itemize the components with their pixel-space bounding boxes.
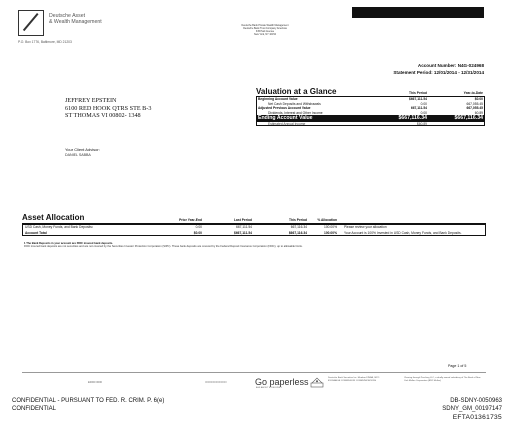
allocation-col-prior: Prior Year-End bbox=[179, 218, 202, 222]
footer-sec-text: Deutsche Bank Securities Inc. Member FINRA, SIPC. EXCHANGE COMMISSION COMMUNICATIONS bbox=[328, 377, 380, 382]
footer-rule bbox=[22, 372, 486, 373]
valuation-row-period: 0.00 bbox=[420, 101, 427, 106]
redaction-bar bbox=[352, 7, 484, 18]
footer-code: E0000 0000 bbox=[88, 381, 102, 384]
brand-name-line2: & Wealth Management bbox=[49, 19, 102, 25]
allocation-col-this: This Period bbox=[289, 218, 307, 222]
valuation-row-period: $667,111.54 bbox=[409, 97, 427, 101]
go-paperless-logo: Go paperless bbox=[255, 377, 309, 387]
valuation-row-period: 0.00 bbox=[420, 110, 427, 115]
return-address-line: 345 Park Avenue bbox=[255, 30, 275, 33]
allocation-row-this: 667,116.34 bbox=[290, 225, 307, 229]
client-address bbox=[65, 97, 151, 120]
brand-name-line1: Deutsche Asset bbox=[49, 13, 86, 19]
allocation-row-last: 667,111.54 bbox=[235, 225, 252, 229]
valuation-row-label: Dividends, Interest and Other Income bbox=[268, 110, 323, 115]
valuation-row-ytd: $0.00 bbox=[474, 97, 483, 101]
valuation-col-period: This Period bbox=[409, 91, 427, 95]
valuation-row-label: Adjusted Previous Account Value bbox=[258, 106, 311, 110]
advisor-name: DANIEL SABBA bbox=[65, 153, 91, 157]
allocation-title: Asset Allocation bbox=[22, 213, 85, 222]
allocation-row-name: USD Cash, Money Funds, and Bank Deposits¹ bbox=[25, 225, 93, 229]
valuation-estimated-label: Estimated Annual Income bbox=[268, 122, 306, 126]
go-paperless-subtitle: ASK ABOUT E-DELIVERY bbox=[256, 387, 282, 389]
valuation-estimated-row bbox=[256, 122, 485, 126]
allocation-col-last: Last Period bbox=[234, 218, 252, 222]
client-city: ST THOMAS VI 00802- 1348 bbox=[65, 112, 141, 120]
allocation-total-note: Your Account is 100% Invested in USD Cash, Money Funds, and Bank Deposits. bbox=[344, 230, 462, 235]
statement-period: Statement Period: 12/01/2014 - 12/31/2014 bbox=[393, 70, 484, 75]
valuation-ending-ytd: $667,116.34 bbox=[454, 115, 483, 121]
brand-name bbox=[49, 13, 102, 25]
return-address-line: Deutsche Bank Trust Company Americas bbox=[243, 27, 287, 30]
valuation-row-ytd: 667,055.45 bbox=[466, 101, 483, 106]
allocation-total-pct: 100.00% bbox=[323, 230, 337, 235]
valuation-ending-period: $667,116.34 bbox=[398, 115, 427, 121]
valuation-ending-row bbox=[256, 115, 485, 122]
allocation-total-this: $667,116.34 bbox=[288, 230, 307, 235]
allocation-total-name: Account Total bbox=[25, 230, 47, 235]
return-address-line: Deutsche Bank Private Wealth Management bbox=[241, 24, 289, 27]
footer-clearing-text: Clearing through Pershing LLC, a wholly owned subsidiary of The Bank of New York Mellon Corporation (BNY Mellon) bbox=[404, 377, 481, 382]
valuation-estimated-period: $60.89 bbox=[416, 122, 427, 126]
valuation-row-ytd: 60.89 bbox=[474, 110, 483, 115]
valuation-col-ytd: Year-to-Date bbox=[463, 91, 483, 95]
allocation-footnote-title: 1 The Bank Deposits in your account are FDIC insured bank deposits. bbox=[24, 242, 114, 245]
valuation-header bbox=[256, 91, 485, 95]
return-address bbox=[232, 24, 298, 36]
bates-number: SDNY_GM_00197147 bbox=[442, 406, 502, 412]
allocation-total-last: $667,111.54 bbox=[234, 230, 252, 235]
allocation-total-row bbox=[22, 231, 486, 236]
bates-number: EFTA01361735 bbox=[452, 414, 502, 421]
client-street: 6100 RED HOOK QTRS STE B-3 bbox=[65, 104, 152, 112]
advisor-label: Your Client Advisor: bbox=[65, 147, 100, 152]
allocation-total-prior: $0.00 bbox=[193, 230, 202, 235]
return-address-line: New York, NY 10154 bbox=[253, 33, 277, 36]
valuation-title: Valuation at a Glance bbox=[256, 87, 337, 96]
seal-icon bbox=[310, 376, 324, 388]
allocation-row-pct: 100.00% bbox=[323, 225, 337, 229]
valuation-row-ytd: 667,055.45 bbox=[466, 106, 483, 110]
valuation-row-label: Net Cash Deposits and Withdrawals bbox=[268, 101, 321, 106]
footer-barcode-text: 000000000000000 bbox=[205, 381, 227, 384]
allocation-row-note: Please review your allocation bbox=[344, 225, 387, 229]
allocation-row-prior: 0.00 bbox=[195, 225, 202, 229]
brand-address: P.O. Box 1776, Baltimore, MD 21203 bbox=[18, 40, 72, 44]
allocation-col-pct: % Allocation bbox=[317, 218, 337, 222]
allocation-footnote-body: FDIC insured bank deposits are not securities and are not covered by the Securities Investor Protection Corporation (SIPC). These bank deposits are covered by the Federal Deposit Insurance Corporation (FDIC), up to allowable limits. bbox=[24, 245, 303, 249]
account-number: Account Number: N4G-024968 bbox=[417, 63, 484, 68]
bates-number: DB-SDNY-0050963 bbox=[450, 398, 502, 404]
confidential-label: CONFIDENTIAL bbox=[12, 406, 57, 412]
valuation-row-label: Beginning Account Value bbox=[258, 97, 298, 101]
confidential-notice: CONFIDENTIAL - PURSUANT TO FED. R. CRIM. P. 6(e) bbox=[12, 398, 165, 404]
page-number: Page 1 of 5 bbox=[448, 364, 467, 368]
client-name: JEFFREY EPSTEIN bbox=[65, 97, 117, 104]
valuation-ending-label: Ending Account Value bbox=[258, 115, 313, 121]
allocation-footnote bbox=[24, 242, 324, 249]
valuation-row-period: 667,111.54 bbox=[410, 106, 427, 110]
allocation-row bbox=[22, 225, 486, 230]
